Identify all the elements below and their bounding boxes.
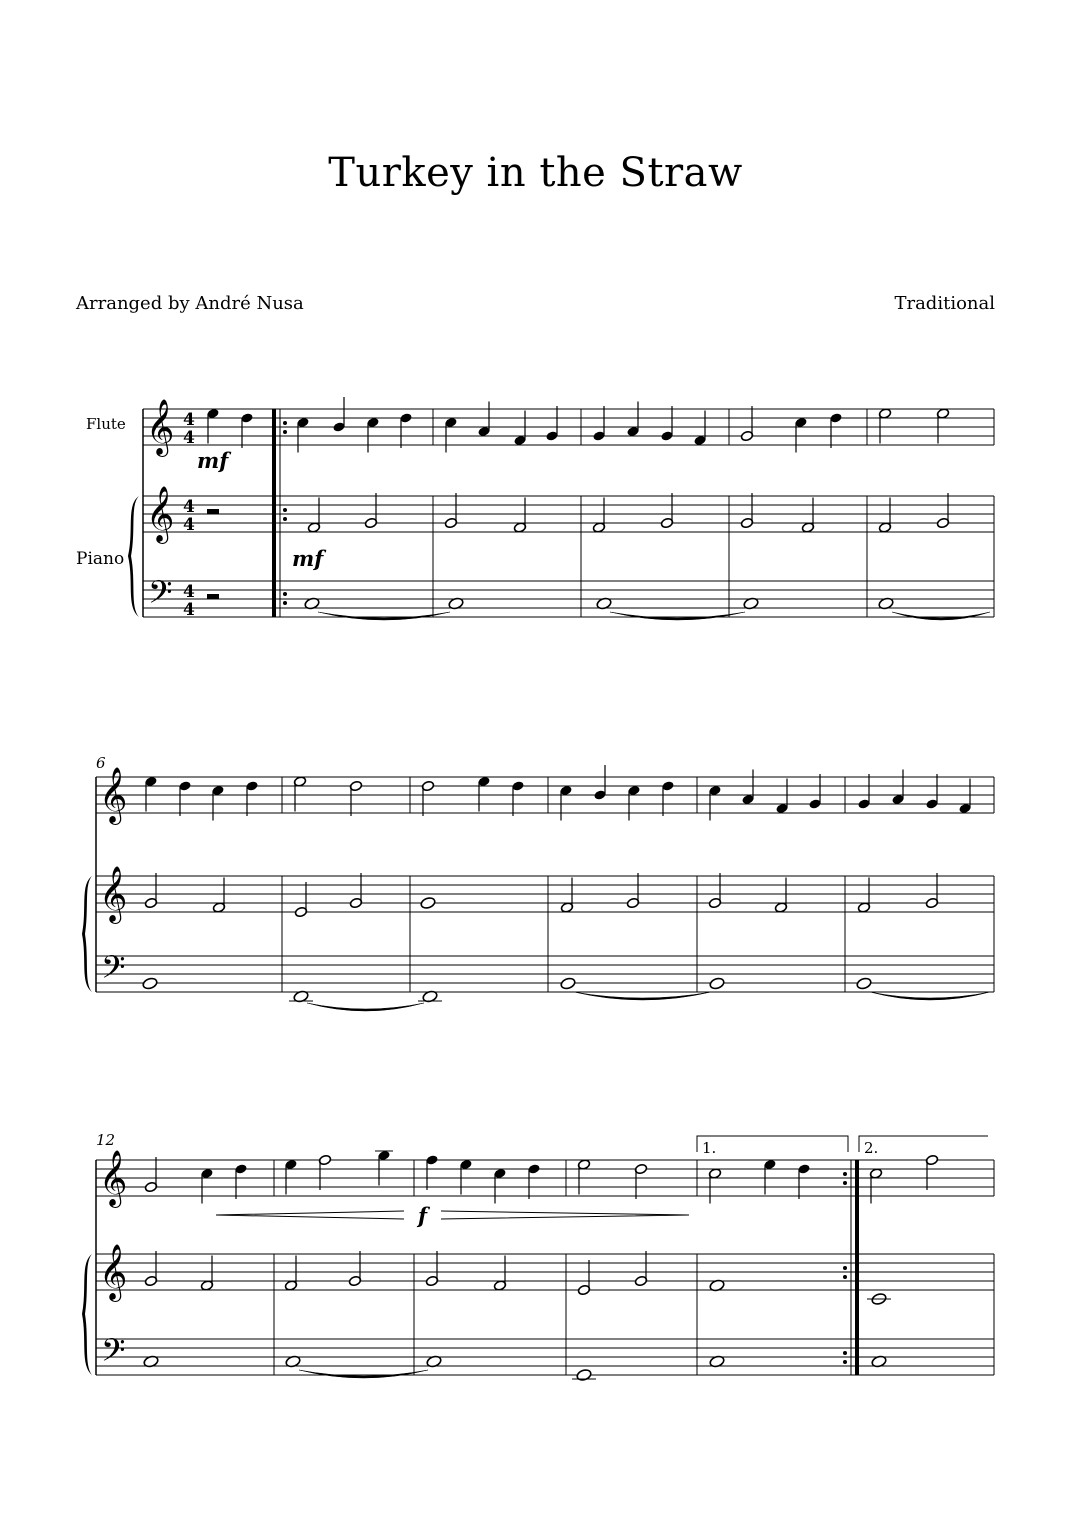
staff-piano-bass-1 [143,581,994,617]
half-note [634,1251,647,1287]
quarter-note [857,774,870,810]
hairpins [216,1211,689,1219]
quarter-note [477,776,490,812]
half-note [936,408,949,444]
brace-icon [82,876,92,992]
dynamic-marking: mf [197,448,229,473]
quarter-note [958,779,971,815]
volta-second: 2. [864,1139,879,1157]
quarter-note [178,780,191,816]
half-note [421,780,434,816]
quarter-note [240,412,253,448]
quarter-note [399,412,412,448]
half-note [708,1168,721,1204]
half-note [284,1256,297,1292]
half-note [740,406,753,442]
half-note [294,882,307,918]
system-2 [82,754,994,1011]
half-note [144,873,157,909]
half-note [878,498,891,534]
quarter-note [808,774,821,810]
half-note [212,878,225,914]
svg-text:4: 4 [183,600,195,620]
quarter-note [925,774,938,810]
half-note [318,1154,331,1190]
half-note [513,498,526,534]
quarter-note [284,1159,297,1195]
whole-note [420,896,436,909]
quarter-note [627,785,640,821]
tie [299,1370,428,1378]
quarter-note [234,1163,247,1199]
half-note [878,408,891,444]
quarter-note [545,406,558,442]
half-note [444,493,457,529]
half-note [349,780,362,816]
half-note [634,1163,647,1199]
whole-note [142,977,158,990]
quarter-note [444,417,457,453]
half-note [869,1168,882,1204]
bass-clef-icon: 𝄢 [101,949,126,993]
half-note [307,498,320,534]
quarter-note [527,1163,540,1199]
quarter-note [245,780,258,816]
svg-text:4: 4 [183,428,195,448]
repeat-start-barline [272,409,287,617]
quarter-note [206,408,219,444]
arranger-credit: Arranged by André Nusa [76,293,304,314]
quarter-note [477,402,490,438]
volta-brackets [697,1136,988,1152]
svg-text:4: 4 [183,515,195,535]
half-note [364,493,377,529]
half-note [660,493,673,529]
tie [307,1003,424,1011]
treble-clef-icon: 𝄞 [99,1150,128,1206]
half-note [857,878,870,914]
tie [318,612,450,620]
quarter-note [592,406,605,442]
brace-icon [82,1254,92,1375]
quarter-note [763,1159,776,1195]
composer-credit: Traditional [894,293,995,314]
half-note [144,1251,157,1287]
half-note [925,873,938,909]
time-signature [183,410,195,620]
half-note [936,493,949,529]
quarter-note [296,417,309,453]
half-note [740,493,753,529]
half-note [577,1260,590,1296]
tie [870,992,990,1000]
staff-flute-2 [96,777,994,813]
half-note [925,1154,938,1190]
half-note [200,1256,213,1292]
quarter-note [593,765,606,801]
volta-first: 1. [702,1139,717,1157]
staff-flute-3 [96,1160,994,1196]
staff-piano-bass-3 [96,1339,994,1375]
quarter-note [660,406,673,442]
half-note [626,873,639,909]
whole-note [576,1368,592,1381]
quarter-note [366,417,379,453]
svg-text:4: 4 [183,497,195,517]
page-title: Turkey in the Straw [328,150,743,196]
treble-clef-icon: 𝄞 [99,866,128,922]
quarter-note [144,776,157,812]
half-note [592,498,605,534]
quarter-note [513,411,526,447]
measure-number: 6 [96,754,106,772]
svg-text:4: 4 [183,410,195,430]
treble-clef-icon: 𝄞 [146,399,175,455]
bass-clef-icon: 𝄢 [148,574,173,618]
staff-piano-treble-1 [143,496,994,532]
whole-note [709,977,725,990]
half-note [293,776,306,812]
staff-flute-1 [143,409,994,445]
quarter-note [661,780,674,816]
brace-icon [128,496,139,617]
whole-note [856,977,872,990]
half-note [774,878,787,914]
half-note [560,878,573,914]
half-rest-icon [207,594,219,599]
quarter-note [741,770,754,806]
system-1 [76,397,994,620]
dynamic-marking: f [418,1203,428,1228]
quarter-note [797,1163,810,1199]
system-3 [82,1131,994,1382]
quarter-note [493,1168,506,1204]
repeat-end-barline [843,1160,859,1375]
instrument-label-flute: Flute [86,415,126,433]
instrument-label-piano: Piano [76,549,125,569]
quarter-note [425,1154,438,1190]
tie [892,612,990,620]
quarter-note [332,397,345,433]
quarter-note [459,1159,472,1195]
measure-number: 12 [96,1131,116,1149]
treble-clef-icon: 𝄞 [99,767,128,823]
treble-clef-icon: 𝄞 [99,1244,128,1300]
quarter-note [829,412,842,448]
quarter-note [708,785,721,821]
treble-clef-icon: 𝄞 [146,486,175,542]
quarter-note [775,779,788,815]
quarter-note [511,780,524,816]
quarter-note [559,785,572,821]
tie [610,612,745,620]
half-note [801,498,814,534]
half-note [708,873,721,909]
dynamic-marking: mf [292,546,324,571]
half-note [349,873,362,909]
half-note [577,1159,590,1195]
svg-text:4: 4 [183,582,195,602]
quarter-note [693,411,706,447]
bass-clef-icon: 𝄢 [101,1332,126,1376]
quarter-note [794,417,807,453]
quarter-note [891,770,904,806]
quarter-note [626,402,639,438]
quarter-note [211,785,224,821]
half-note [144,1157,157,1193]
half-rest-icon [207,509,219,514]
quarter-note [200,1168,213,1204]
half-note [348,1251,361,1287]
staff-piano-treble-3 [96,1254,994,1290]
half-note [425,1251,438,1287]
tie [574,992,711,1000]
quarter-note [377,1150,390,1186]
half-note [493,1256,506,1292]
whole-note [560,977,576,990]
